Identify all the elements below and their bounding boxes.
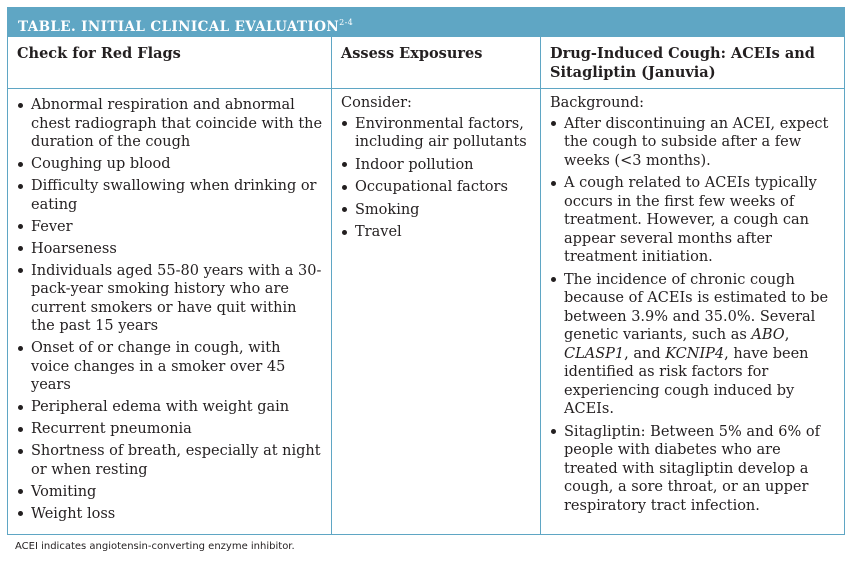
exposures-list	[341, 115, 532, 242]
header-drug-induced: Drug-Induced Cough: ACEIs and Sitagliptin (Januvia)	[550, 45, 815, 81]
list-item: Indoor pollution	[341, 156, 532, 175]
table-title-superscript: 2-4	[339, 18, 354, 27]
list-item: Shortness of breath, especially at night or when resting	[17, 442, 323, 479]
exposures-intro: Consider:	[341, 95, 412, 111]
header-cell-drug-induced	[540, 37, 844, 88]
list-item: Peripheral edema with weight gain	[17, 398, 323, 417]
header-red-flags: Check for Red Flags	[17, 45, 181, 62]
gene-kcnip4: KCNIP4	[665, 345, 725, 362]
drug-induced-cell	[540, 88, 844, 534]
header-cell-exposures	[331, 37, 540, 88]
list-item: Hoarseness	[17, 240, 323, 259]
red-flags-cell	[8, 88, 331, 534]
body-row	[8, 88, 844, 534]
incidence-text: The incidence of chronic cough because of ACEIs is estimated to be between 3.9% and 35.0%. Several genetic variants, such as	[564, 271, 829, 343]
header-exposures: Assess Exposures	[341, 45, 483, 62]
risk-factor-text: , have been identified as risk factors for experiencing cough induced by ACEIs.	[564, 345, 809, 417]
list-item: Coughing up blood	[17, 155, 323, 174]
list-item: Abnormal respiration and abnormal chest radiograph that coincide with the duration of the cough	[17, 96, 323, 152]
table-title	[8, 8, 844, 37]
gene-clasp1: CLASP1	[564, 345, 625, 362]
drug-intro: Background:	[550, 95, 644, 111]
drug-list	[550, 115, 836, 516]
gene-separator: , and	[624, 345, 666, 362]
list-item: Smoking	[341, 201, 532, 220]
list-item: Weight loss	[17, 505, 323, 524]
list-item: Individuals aged 55-80 years with a 30-pack-year smoking history who are current smokers or have quit within the past 15 years	[17, 262, 323, 336]
list-item: Travel	[341, 223, 532, 242]
list-item: Sitagliptin: Between 5% and 6% of people with diabetes who are treated with sitagliptin develop a cough, a sore throat, or an upper respiratory tract infection.	[550, 423, 836, 516]
list-item: Environmental factors, including air pollutants	[341, 115, 532, 152]
header-cell-red-flags	[8, 37, 331, 88]
footnote: ACEI indicates angiotensin-converting enzyme inhibitor.	[15, 541, 295, 552]
red-flags-list	[17, 96, 323, 523]
gene-abo: ABO	[751, 327, 785, 343]
list-item: Difficulty swallowing when drinking or eating	[17, 177, 323, 214]
list-item: Onset of or change in cough, with voice changes in a smoker over 45 years	[17, 339, 323, 395]
list-item: A cough related to ACEIs typically occurs in the first few weeks of treatment. However, a cough can appear several months after treatment initiation.	[550, 174, 836, 267]
clinical-evaluation-table	[7, 7, 845, 535]
list-item: Recurrent pneumonia	[17, 420, 323, 439]
list-item: Fever	[17, 218, 323, 237]
table-title-text: TABLE. INITIAL CLINICAL EVALUATION	[18, 19, 340, 35]
header-row	[8, 37, 844, 89]
list-item: After discontinuing an ACEI, expect the cough to subside after a few weeks (<3 months).	[550, 115, 836, 171]
list-item: Occupational factors	[341, 178, 532, 197]
exposures-cell	[331, 88, 540, 534]
list-item: Vomiting	[17, 483, 323, 502]
list-item	[550, 271, 836, 419]
gene-separator: ,	[784, 327, 790, 343]
